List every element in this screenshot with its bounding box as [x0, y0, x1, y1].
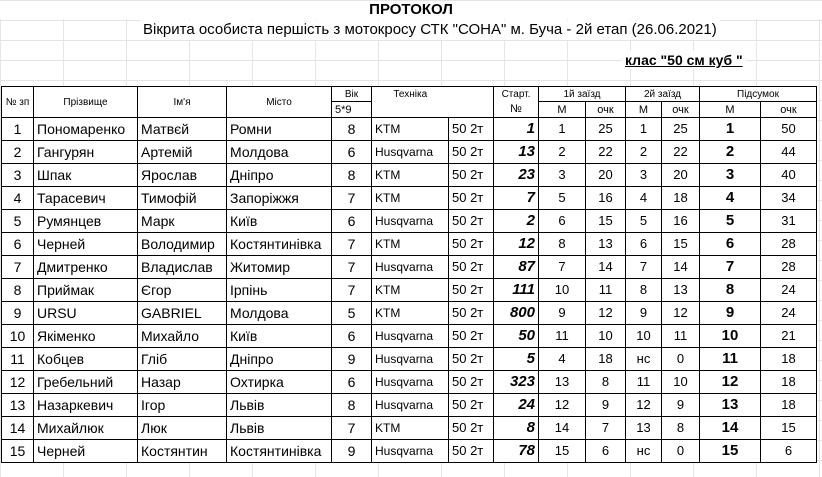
table-row	[2, 440, 817, 463]
table-row	[2, 279, 817, 302]
cell-race1-place: 14	[539, 417, 586, 440]
cell-start-number: 323	[494, 371, 539, 394]
table-row	[2, 417, 817, 440]
cell-name: GABRIEL	[138, 302, 227, 325]
cell-engine: 50 2т	[449, 394, 494, 417]
cell-total-points: 34	[761, 187, 817, 210]
results-table	[1, 86, 817, 463]
cell-start-number: 2	[494, 210, 539, 233]
cell-age: 7	[332, 417, 372, 440]
cell-bike: Husqvarna	[372, 210, 449, 233]
cell-race2-place: 9	[626, 302, 662, 325]
cell-total-points: 28	[761, 256, 817, 279]
cell-race1-points: 18	[586, 348, 626, 371]
cell-total-place: 3	[700, 164, 761, 187]
cell-city: Житомир	[227, 256, 332, 279]
cell-city: Охтирка	[227, 371, 332, 394]
cell-city: Ромни	[227, 118, 332, 141]
results-body	[2, 118, 817, 463]
cell-age: 9	[332, 348, 372, 371]
header-city: Місто	[227, 87, 332, 118]
cell-surname: Приймак	[34, 279, 138, 302]
cell-race1-place: 12	[539, 394, 586, 417]
cell-total-points: 40	[761, 164, 817, 187]
cell-engine: 50 2т	[449, 302, 494, 325]
cell-num: 15	[2, 440, 34, 463]
cell-bike: KTM	[372, 164, 449, 187]
cell-total-points: 18	[761, 394, 817, 417]
cell-total-points: 21	[761, 325, 817, 348]
cell-num: 12	[2, 371, 34, 394]
cell-race1-place: 10	[539, 279, 586, 302]
header-race2: 2й заїзд	[626, 87, 700, 102]
cell-race2-points: 15	[662, 233, 700, 256]
cell-race2-points: 20	[662, 164, 700, 187]
cell-start-number: 7	[494, 187, 539, 210]
table-row	[2, 233, 817, 256]
cell-city: Костянтинівка	[227, 440, 332, 463]
cell-race1-place: 9	[539, 302, 586, 325]
cell-race1-points: 6	[586, 440, 626, 463]
cell-bike: Husqvarna	[372, 325, 449, 348]
cell-city: Львів	[227, 394, 332, 417]
cell-surname: Гребельний	[34, 371, 138, 394]
event-subtitle: Вікрита особиста першість з мотокросу СТК "СОНА" м. Буча - 2й етап (26.06.2021)	[140, 20, 720, 40]
class-label: клас "50 см куб "	[622, 51, 746, 69]
cell-age: 6	[332, 325, 372, 348]
header-total-pts: очк	[761, 102, 817, 118]
cell-num: 8	[2, 279, 34, 302]
cell-race2-points: 11	[662, 325, 700, 348]
cell-race2-place: 12	[626, 394, 662, 417]
table-row	[2, 210, 817, 233]
cell-surname: Тарасевич	[34, 187, 138, 210]
cell-city: Львів	[227, 417, 332, 440]
cell-race1-points: 16	[586, 187, 626, 210]
cell-engine: 50 2т	[449, 279, 494, 302]
cell-city: Молдова	[227, 141, 332, 164]
cell-city: Дніпро	[227, 164, 332, 187]
cell-race2-points: 16	[662, 210, 700, 233]
cell-total-points: 15	[761, 417, 817, 440]
cell-num: 7	[2, 256, 34, 279]
header-race2-m: М	[626, 102, 662, 118]
cell-age: 6	[332, 210, 372, 233]
cell-race2-place: 11	[626, 371, 662, 394]
header-age-sub: 5*9	[332, 102, 372, 118]
table-row	[2, 394, 817, 417]
cell-num: 10	[2, 325, 34, 348]
cell-race2-points: 12	[662, 302, 700, 325]
cell-total-place: 8	[700, 279, 761, 302]
cell-total-place: 5	[700, 210, 761, 233]
cell-num: 6	[2, 233, 34, 256]
cell-surname: Черней	[34, 233, 138, 256]
cell-race2-place: нс	[626, 348, 662, 371]
cell-surname: URSU	[34, 302, 138, 325]
cell-total-place: 4	[700, 187, 761, 210]
cell-city: Дніпро	[227, 348, 332, 371]
table-row	[2, 348, 817, 371]
cell-bike: Husqvarna	[372, 256, 449, 279]
header-race1: 1й заїзд	[539, 87, 626, 102]
cell-age: 7	[332, 256, 372, 279]
cell-total-points: 31	[761, 210, 817, 233]
cell-race1-points: 22	[586, 141, 626, 164]
cell-engine: 50 2т	[449, 210, 494, 233]
cell-engine: 50 2т	[449, 371, 494, 394]
cell-surname: Якіменко	[34, 325, 138, 348]
cell-bike: KTM	[372, 187, 449, 210]
cell-city: Запоріжжя	[227, 187, 332, 210]
table-row	[2, 141, 817, 164]
cell-name: Люк	[138, 417, 227, 440]
cell-race1-points: 13	[586, 233, 626, 256]
cell-race2-points: 18	[662, 187, 700, 210]
cell-race2-place: 7	[626, 256, 662, 279]
cell-surname: Черней	[34, 440, 138, 463]
cell-race2-place: 3	[626, 164, 662, 187]
cell-city: Київ	[227, 325, 332, 348]
cell-race1-place: 8	[539, 233, 586, 256]
cell-num: 13	[2, 394, 34, 417]
cell-age: 8	[332, 394, 372, 417]
cell-name: Ігор	[138, 394, 227, 417]
cell-engine: 50 2т	[449, 325, 494, 348]
cell-race2-points: 25	[662, 118, 700, 141]
cell-engine: 50 2т	[449, 141, 494, 164]
cell-race2-place: 10	[626, 325, 662, 348]
cell-race2-place: 6	[626, 233, 662, 256]
header-name: Ім'я	[138, 87, 227, 118]
cell-total-points: 6	[761, 440, 817, 463]
cell-bike: Husqvarna	[372, 440, 449, 463]
cell-surname: Гангурян	[34, 141, 138, 164]
cell-age: 7	[332, 187, 372, 210]
cell-race2-place: 8	[626, 279, 662, 302]
cell-city: Київ	[227, 210, 332, 233]
cell-race2-place: 1	[626, 118, 662, 141]
cell-start-number: 78	[494, 440, 539, 463]
cell-race1-place: 1	[539, 118, 586, 141]
cell-age: 9	[332, 440, 372, 463]
cell-race1-points: 12	[586, 302, 626, 325]
cell-race1-points: 8	[586, 371, 626, 394]
cell-name: Тимофій	[138, 187, 227, 210]
cell-surname: Шпак	[34, 164, 138, 187]
table-row	[2, 325, 817, 348]
cell-race1-place: 3	[539, 164, 586, 187]
cell-total-points: 50	[761, 118, 817, 141]
cell-race1-points: 9	[586, 394, 626, 417]
cell-name: Артемій	[138, 141, 227, 164]
cell-race1-place: 15	[539, 440, 586, 463]
header-row	[2, 87, 817, 102]
cell-bike: KTM	[372, 118, 449, 141]
cell-name: Єгор	[138, 279, 227, 302]
cell-total-points: 18	[761, 371, 817, 394]
cell-start-number: 800	[494, 302, 539, 325]
cell-bike: Husqvarna	[372, 348, 449, 371]
cell-race1-points: 15	[586, 210, 626, 233]
cell-engine: 50 2т	[449, 348, 494, 371]
header-surname: Прізвище	[34, 87, 138, 118]
cell-bike: KTM	[372, 279, 449, 302]
cell-city: Молдова	[227, 302, 332, 325]
cell-race1-points: 20	[586, 164, 626, 187]
cell-total-place: 15	[700, 440, 761, 463]
cell-race2-points: 22	[662, 141, 700, 164]
cell-surname: Михайлюк	[34, 417, 138, 440]
cell-name: Назар	[138, 371, 227, 394]
cell-race1-points: 14	[586, 256, 626, 279]
cell-race1-points: 10	[586, 325, 626, 348]
cell-engine: 50 2т	[449, 187, 494, 210]
cell-start-number: 111	[494, 279, 539, 302]
cell-start-number: 24	[494, 394, 539, 417]
cell-total-points: 18	[761, 348, 817, 371]
cell-race1-place: 6	[539, 210, 586, 233]
cell-start-number: 5	[494, 348, 539, 371]
cell-start-number: 23	[494, 164, 539, 187]
cell-total-place: 9	[700, 302, 761, 325]
cell-race1-points: 11	[586, 279, 626, 302]
cell-race2-points: 13	[662, 279, 700, 302]
header-age: Вік	[332, 87, 372, 102]
header-num: № зп	[2, 87, 34, 118]
cell-race2-place: 4	[626, 187, 662, 210]
cell-bike: Husqvarna	[372, 371, 449, 394]
cell-num: 2	[2, 141, 34, 164]
cell-race2-points: 10	[662, 371, 700, 394]
cell-race2-points: 9	[662, 394, 700, 417]
cell-race1-points: 25	[586, 118, 626, 141]
cell-bike: KTM	[372, 233, 449, 256]
cell-race2-place: 2	[626, 141, 662, 164]
cell-total-place: 12	[700, 371, 761, 394]
cell-start-number: 1	[494, 118, 539, 141]
cell-total-place: 14	[700, 417, 761, 440]
cell-surname: Кобцев	[34, 348, 138, 371]
cell-race1-place: 5	[539, 187, 586, 210]
cell-total-place: 1	[700, 118, 761, 141]
cell-age: 6	[332, 141, 372, 164]
cell-age: 7	[332, 233, 372, 256]
cell-engine: 50 2т	[449, 118, 494, 141]
cell-name: Владислав	[138, 256, 227, 279]
cell-engine: 50 2т	[449, 233, 494, 256]
cell-age: 8	[332, 164, 372, 187]
cell-bike: KTM	[372, 302, 449, 325]
cell-num: 5	[2, 210, 34, 233]
cell-num: 14	[2, 417, 34, 440]
cell-surname: Пономаренко	[34, 118, 138, 141]
cell-race2-place: нс	[626, 440, 662, 463]
cell-race1-place: 4	[539, 348, 586, 371]
cell-total-place: 11	[700, 348, 761, 371]
table-row	[2, 302, 817, 325]
cell-race1-place: 2	[539, 141, 586, 164]
cell-num: 11	[2, 348, 34, 371]
protocol-title: ПРОТОКОЛ	[0, 1, 822, 19]
cell-total-points: 28	[761, 233, 817, 256]
cell-total-points: 24	[761, 302, 817, 325]
cell-race1-place: 7	[539, 256, 586, 279]
cell-race2-points: 14	[662, 256, 700, 279]
header-start: Старт.	[494, 87, 539, 102]
header-race1-pts: очк	[586, 102, 626, 118]
cell-bike: Husqvarna	[372, 394, 449, 417]
cell-total-place: 6	[700, 233, 761, 256]
cell-start-number: 13	[494, 141, 539, 164]
cell-engine: 50 2т	[449, 417, 494, 440]
cell-bike: Husqvarna	[372, 141, 449, 164]
cell-race2-points: 0	[662, 348, 700, 371]
header-tech: Техніка	[372, 87, 449, 102]
cell-race1-place: 13	[539, 371, 586, 394]
header-start-sub: №	[494, 102, 539, 118]
cell-race2-points: 8	[662, 417, 700, 440]
cell-surname: Румянцев	[34, 210, 138, 233]
cell-race2-place: 5	[626, 210, 662, 233]
cell-city: Ірпінь	[227, 279, 332, 302]
cell-start-number: 87	[494, 256, 539, 279]
cell-age: 8	[332, 118, 372, 141]
table-row	[2, 371, 817, 394]
header-total-m: М	[700, 102, 761, 118]
cell-engine: 50 2т	[449, 164, 494, 187]
cell-name: Марк	[138, 210, 227, 233]
cell-age: 5	[332, 302, 372, 325]
cell-start-number: 50	[494, 325, 539, 348]
cell-total-place: 13	[700, 394, 761, 417]
cell-total-points: 24	[761, 279, 817, 302]
cell-race1-place: 11	[539, 325, 586, 348]
cell-name: Матвєй	[138, 118, 227, 141]
cell-name: Ярослав	[138, 164, 227, 187]
table-row	[2, 256, 817, 279]
cell-num: 3	[2, 164, 34, 187]
cell-city: Костянтинівка	[227, 233, 332, 256]
cell-total-place: 7	[700, 256, 761, 279]
table-row	[2, 164, 817, 187]
cell-race2-points: 0	[662, 440, 700, 463]
table-row	[2, 118, 817, 141]
cell-total-place: 2	[700, 141, 761, 164]
cell-name: Михайло	[138, 325, 227, 348]
cell-total-points: 44	[761, 141, 817, 164]
cell-engine: 50 2т	[449, 256, 494, 279]
header-race1-m: М	[539, 102, 586, 118]
cell-name: Костянтин	[138, 440, 227, 463]
cell-age: 7	[332, 279, 372, 302]
table-row	[2, 187, 817, 210]
cell-race1-points: 7	[586, 417, 626, 440]
cell-surname: Дмитренко	[34, 256, 138, 279]
cell-engine: 50 2т	[449, 440, 494, 463]
cell-start-number: 12	[494, 233, 539, 256]
cell-name: Гліб	[138, 348, 227, 371]
cell-surname: Назаркевич	[34, 394, 138, 417]
cell-num: 9	[2, 302, 34, 325]
cell-age: 6	[332, 371, 372, 394]
cell-start-number: 8	[494, 417, 539, 440]
cell-num: 4	[2, 187, 34, 210]
cell-num: 1	[2, 118, 34, 141]
cell-total-place: 10	[700, 325, 761, 348]
cell-name: Володимир	[138, 233, 227, 256]
cell-race2-place: 13	[626, 417, 662, 440]
header-race2-pts: очк	[662, 102, 700, 118]
header-total: Підсумок	[700, 87, 817, 102]
cell-bike: KTM	[372, 417, 449, 440]
